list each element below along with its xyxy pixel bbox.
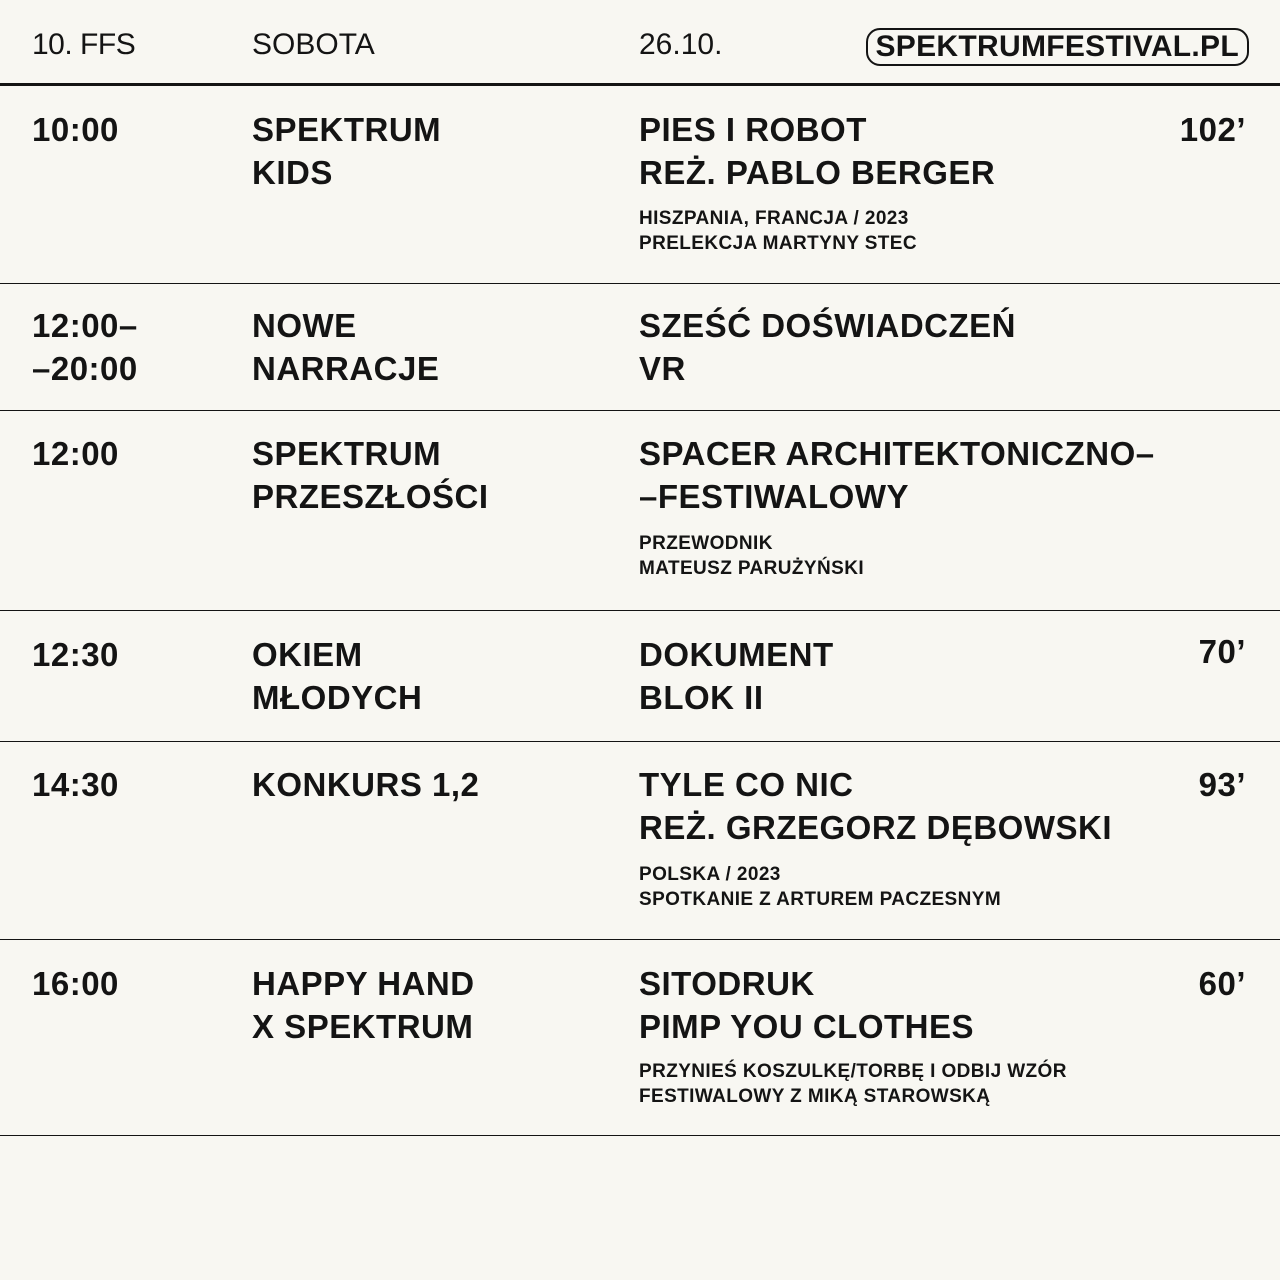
event-section: OKIEM MŁODYCH (252, 636, 423, 716)
schedule-row (0, 611, 1280, 742)
event-time: 10:00 (32, 111, 119, 148)
event-time: 12:30 (32, 636, 119, 673)
schedule-row (0, 86, 1280, 284)
event-duration: 93’ (1198, 766, 1246, 803)
event-title: SITODRUK PIMP YOU CLOTHES (639, 965, 975, 1045)
festival-website-link[interactable]: SPEKTRUMFESTIVAL.PL (866, 28, 1250, 66)
event-section: SPEKTRUM PRZESZŁOŚCI (252, 435, 489, 515)
event-date: 26.10. (639, 28, 723, 61)
event-details: POLSKA / 2023 SPOTKANIE Z ARTUREM PACZESNYM (639, 864, 1002, 910)
event-details: HISZPANIA, FRANCJA / 2023 PRELEKCJA MARTYNY STEC (639, 208, 918, 254)
event-title: SZEŚĆ DOŚWIADCZEŃ VR (639, 307, 1017, 387)
event-time: 16:00 (32, 965, 119, 1002)
festival-edition: 10. FFS (32, 28, 136, 61)
event-duration: 70’ (1198, 633, 1246, 670)
event-title: PIES I ROBOT REŻ. PABLO BERGER (639, 111, 996, 191)
day-of-week: SOBOTA (252, 28, 375, 61)
event-title: DOKUMENT BLOK II (639, 636, 834, 716)
schedule-row (0, 284, 1280, 411)
event-title: TYLE CO NIC REŻ. GRZEGORZ DĘBOWSKI (639, 766, 1112, 846)
event-section: HAPPY HAND X SPEKTRUM (252, 965, 475, 1045)
event-section: KONKURS 1,2 (252, 766, 480, 803)
event-section: NOWE NARRACJE (252, 307, 440, 387)
event-details: PRZYNIEŚ KOSZULKĘ/TORBĘ I ODBIJ WZÓR FESTIWALOWY Z MIKĄ STAROWSKĄ (639, 1061, 1067, 1107)
event-section: SPEKTRUM KIDS (252, 111, 442, 191)
event-time: 12:00– –20:00 (32, 307, 138, 387)
event-time: 14:30 (32, 766, 119, 803)
event-duration: 60’ (1198, 965, 1246, 1002)
schedule-header (0, 0, 1280, 86)
event-title: SPACER ARCHITEKTONICZNO– –FESTIWALOWY (639, 435, 1155, 515)
schedule-row (0, 742, 1280, 940)
schedule-row (0, 411, 1280, 611)
schedule-row (0, 940, 1280, 1136)
event-time: 12:00 (32, 435, 119, 472)
event-details: PRZEWODNIK MATEUSZ PARUŻYŃSKI (639, 533, 864, 579)
event-duration: 102’ (1179, 111, 1246, 148)
